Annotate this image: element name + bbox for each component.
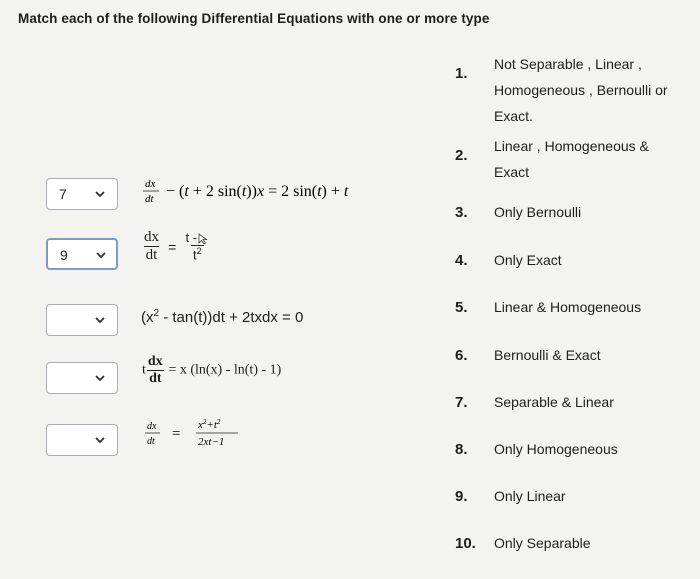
option-number: 4. (455, 252, 468, 269)
eq1-dx: dx (145, 178, 156, 190)
option-text: Bernoulli & Exact (494, 347, 601, 363)
eq1-body: − (t + 2 sin(t))x = 2 sin(t) + t (166, 183, 349, 200)
option-text: Only Bernoulli (494, 204, 582, 220)
option-text: Only Linear (494, 488, 566, 504)
equation-3: $(x^2 - \tan(t))dt$ + 2txdx = 0 (141, 308, 304, 326)
option-number: 2. (455, 147, 468, 164)
option-number: 9. (455, 488, 468, 505)
equation-5 (144, 418, 254, 452)
eq4-rhs: = x (ln(x) - ln(t) - 1) (168, 362, 282, 378)
option-number: 3. (455, 204, 468, 221)
option-number: 10. (455, 535, 476, 552)
answer-dropdown-1[interactable] (46, 178, 118, 210)
option-text: Linear , Homogeneous & Exact (494, 138, 649, 180)
option-number: 6. (455, 347, 468, 364)
equation-1 (142, 176, 442, 210)
eq5-numerator: $x^2+t^2$ (198, 418, 221, 431)
eq5-dx: dx (147, 421, 157, 432)
option-text: Only Homogeneous (494, 441, 618, 457)
question-title: Match each of the following Differential Equations with one or more type (18, 11, 490, 26)
answer-dropdown-4[interactable] (46, 362, 118, 394)
eq5-denominator: 2xt−1 (198, 436, 225, 448)
option-text: Only Separable (494, 535, 591, 551)
eq3-lhs: (x (141, 309, 154, 326)
eq5-equals: = (172, 426, 181, 442)
chevron-down-icon (94, 188, 106, 200)
option-text: Only Exact (494, 252, 562, 268)
option-text: Linear & Homogeneous (494, 299, 642, 315)
option-number: 5. (455, 299, 468, 316)
option-number: 1. (455, 65, 468, 82)
dropdown-value: 9 (60, 247, 68, 263)
option-text: Not Separable , Linear , Homogeneous , Bernoulli or Exact. (494, 56, 668, 124)
eq5-dt: dt (147, 436, 155, 447)
answer-dropdown-3[interactable] (46, 304, 118, 336)
equation-2: $\frac{dx}{dt}$ = $\frac{t -}{t^2}$ (142, 229, 211, 264)
chevron-down-icon (95, 249, 107, 261)
option-number: 8. (455, 441, 468, 458)
eq2-numerator: t - (185, 230, 198, 246)
eq2-denominator: t (192, 247, 197, 263)
equation-4: t $\frac{dx}{dt}$ = x (ln(x) - ln(t) - 1) (142, 354, 282, 386)
chevron-down-icon (94, 372, 106, 384)
option-number: 7. (455, 394, 468, 411)
chevron-down-icon (94, 314, 106, 326)
option-text: Separable & Linear (494, 394, 614, 410)
answer-dropdown-5[interactable] (46, 424, 118, 456)
eq3-rest: - tan(t))dt + 2txdx = 0 (159, 309, 304, 326)
answer-dropdown-2[interactable] (46, 238, 118, 270)
eq1-dt: dt (145, 193, 154, 205)
chevron-down-icon (94, 434, 106, 446)
cursor-icon (197, 233, 209, 245)
dropdown-value: 7 (59, 186, 67, 202)
